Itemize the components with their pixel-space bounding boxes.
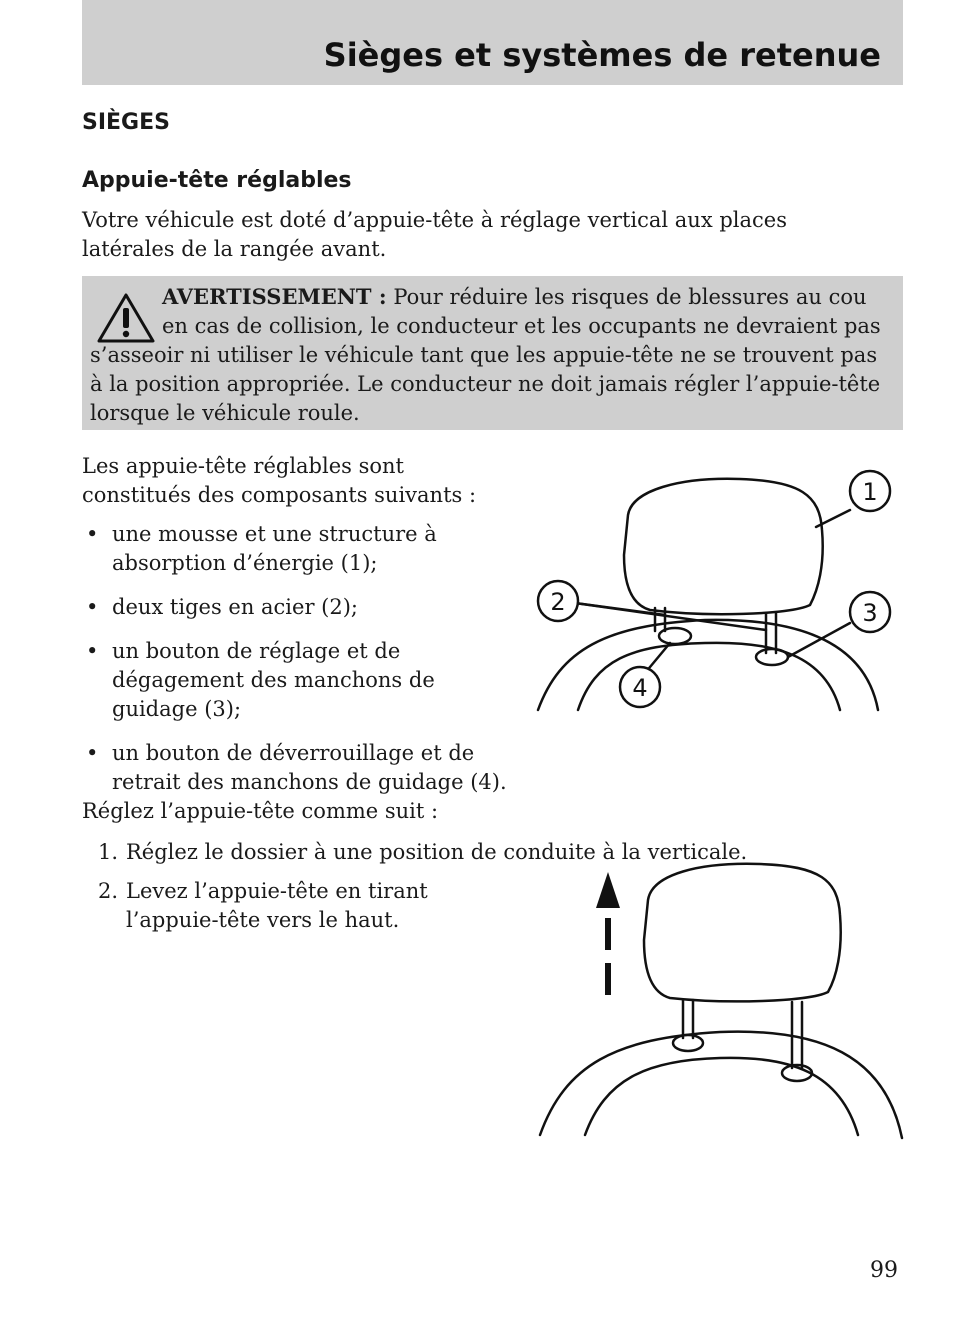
warning-body: Pour réduire les risques de blessures au cou en cas de collision, le conducteur et les occupants ne devraient pas s’asseoir ni utiliser le véhicule tant que les appuie-tête ne se trouvent pas à la position appropriée. Le conducteur ne doit jamais régler l’appuie-tête lorsque le véhicule roule.: [90, 285, 881, 425]
seat-back-outline: [538, 620, 878, 710]
list-item: • un bouton de déverrouillage et de retrait des manchons de guidage (4).: [86, 741, 507, 794]
components-list: [82, 520, 512, 812]
guide-sleeve-left: [659, 628, 691, 644]
sub-heading: Appuie-tête réglables: [82, 168, 352, 193]
page-title: Sièges et systèmes de retenue: [323, 36, 881, 74]
seat-back-inner: [578, 643, 840, 710]
warning-text: [90, 282, 896, 428]
headrest-outline: [624, 479, 823, 614]
svg-text:4: 4: [632, 674, 648, 702]
svg-text:2: 2: [550, 588, 566, 616]
list-item: • une mousse et une structure à absorption d’énergie (1);: [86, 522, 437, 575]
callout-3: [850, 592, 890, 632]
guide-sleeve-left: [673, 1035, 703, 1051]
callout-2: [538, 581, 578, 621]
warning-box: [82, 276, 903, 430]
bullet-icon: •: [86, 741, 99, 765]
bullet-icon: •: [86, 595, 99, 619]
headrest-outline: [644, 864, 841, 1002]
callout-4: [620, 667, 660, 707]
svg-text:1: 1: [862, 478, 878, 506]
list-item: • deux tiges en acier (2);: [82, 593, 512, 622]
components-intro: Les appuie-tête réglables sont constitués des composants suivants :: [82, 454, 477, 507]
adjust-intro: Réglez l’appuie-tête comme suit :: [82, 799, 439, 823]
headrest-components-figure: [520, 455, 910, 720]
list-item: 2. Levez l’appuie-tête en tirant l’appuie-tête vers le haut.: [98, 879, 428, 932]
arrow-up-icon: [596, 872, 620, 995]
bullet-icon: •: [86, 639, 99, 663]
page-number: 99: [870, 1258, 898, 1283]
seat-back-outline: [540, 1032, 902, 1138]
guide-sleeve-right: [756, 649, 788, 665]
headrest-raise-figure: [530, 860, 910, 1145]
bullet-icon: •: [86, 522, 99, 546]
seat-back-inner: [585, 1058, 858, 1135]
warning-label: AVERTISSEMENT :: [162, 284, 387, 309]
header-bar: [82, 0, 903, 85]
svg-text:3: 3: [862, 599, 878, 627]
section-heading: SIÈGES: [82, 110, 170, 135]
callout-1: [850, 471, 890, 511]
list-item: 1. Réglez le dossier à une position de conduite à la verticale.: [98, 840, 748, 864]
list-item: • un bouton de réglage et de dégagement des manchons de guidage (3);: [86, 639, 435, 721]
intro-paragraph: Votre véhicule est doté d’appuie-tête à réglage vertical aux places latérales de la rangée avant.: [82, 208, 787, 261]
